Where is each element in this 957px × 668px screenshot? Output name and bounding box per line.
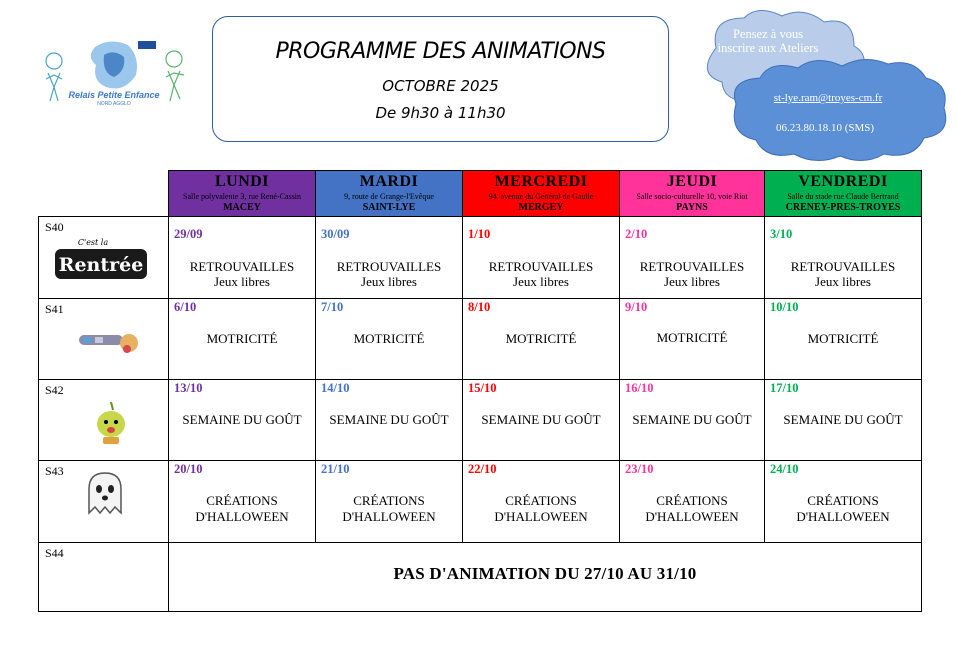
- day-cell: 16/10 SEMAINE DU GOÛT: [620, 380, 765, 461]
- fruit-character-image: [91, 400, 131, 446]
- day-header-mardi: MARDI 9, route de Grange-l'Evêque SAINT-LYE: [316, 171, 463, 217]
- contact-phone: 06.23.80.18.10 (SMS): [775, 122, 875, 134]
- svg-text:Rentrée: Rentrée: [58, 254, 144, 276]
- day-cell: 24/10 CRÉATIONS D'HALLOWEEN: [765, 461, 922, 543]
- day-cell: 17/10 SEMAINE DU GOÛT: [765, 380, 922, 461]
- day-cell: 15/10 SEMAINE DU GOÛT: [463, 380, 620, 461]
- day-cell: 30/09 RETROUVAILLES Jeux libres: [316, 217, 463, 299]
- week-cell-s42: S42: [39, 380, 169, 461]
- day-cell: 20/10 CRÉATIONS D'HALLOWEEN: [169, 461, 316, 543]
- week-cell-s44: S44: [39, 543, 169, 612]
- day-cell: 8/10 MOTRICITÉ: [463, 299, 620, 380]
- title-month: OCTOBRE 2025: [382, 77, 499, 95]
- cloud-message: Pensez à vous inscrire aux Ateliers: [717, 27, 819, 55]
- week-cell-s41: S41: [39, 299, 169, 380]
- title-time: De 9h30 à 11h30: [375, 104, 506, 122]
- day-header-jeudi: JEUDI Salle socio-culturelle 10, voie Riot PAYNS: [620, 171, 765, 217]
- day-cell: 9/10 MOTRICITÉ: [620, 299, 765, 380]
- day-header-vendredi: VENDREDI Salle du stade rue Claude Bertrand CRENEY-PRES-TROYES: [765, 171, 922, 217]
- day-header-mercredi: MERCREDI 94, avenue du Général de Gaulle MERGEY: [463, 171, 620, 217]
- no-animation-cell: [169, 543, 922, 612]
- day-cell: 2/10 RETROUVAILLES Jeux libres: [620, 217, 765, 299]
- day-cell: 22/10 CRÉATIONS D'HALLOWEEN: [463, 461, 620, 543]
- day-cell: 29/09 RETROUVAILLES Jeux libres: [169, 217, 316, 299]
- day-cell: 10/10 MOTRICITÉ: [765, 299, 922, 380]
- logo-subtitle: NORD AGGLO: [97, 101, 131, 107]
- contact-email[interactable]: st-lye.ram@troyes-cm.fr: [773, 92, 883, 104]
- rentree-image: [53, 235, 149, 281]
- caterpillar-image: [75, 325, 147, 357]
- page-title: PROGRAMME DES ANIMATIONS: [275, 39, 606, 64]
- week-cell-s40: S40 Rentrée C'est la: [39, 217, 169, 299]
- day-cell: 14/10 SEMAINE DU GOÛT: [316, 380, 463, 461]
- title-box: [212, 16, 669, 142]
- day-cell: 13/10 SEMAINE DU GOÛT: [169, 380, 316, 461]
- no-animation-notice: PAS D'ANIMATION DU 27/10 AU 31/10: [393, 564, 697, 583]
- logo-name: Relais Petite Enfance: [68, 90, 160, 100]
- day-cell: 23/10 CRÉATIONS D'HALLOWEEN: [620, 461, 765, 543]
- day-header-lundi: LUNDI Salle polyvalente 3, rue René-Cassin MACEY: [169, 171, 316, 217]
- ghost-image: [83, 469, 127, 517]
- day-cell: 1/10 RETROUVAILLES Jeux libres: [463, 217, 620, 299]
- week-cell-s43: S43: [39, 461, 169, 543]
- day-cell: 6/10 MOTRICITÉ: [169, 299, 316, 380]
- day-cell: 3/10 RETROUVAILLES Jeux libres: [765, 217, 922, 299]
- svg-text:C'est la: C'est la: [77, 238, 109, 247]
- day-cell: 7/10 MOTRICITÉ: [316, 299, 463, 380]
- day-cell: 21/10 CRÉATIONS D'HALLOWEEN: [316, 461, 463, 543]
